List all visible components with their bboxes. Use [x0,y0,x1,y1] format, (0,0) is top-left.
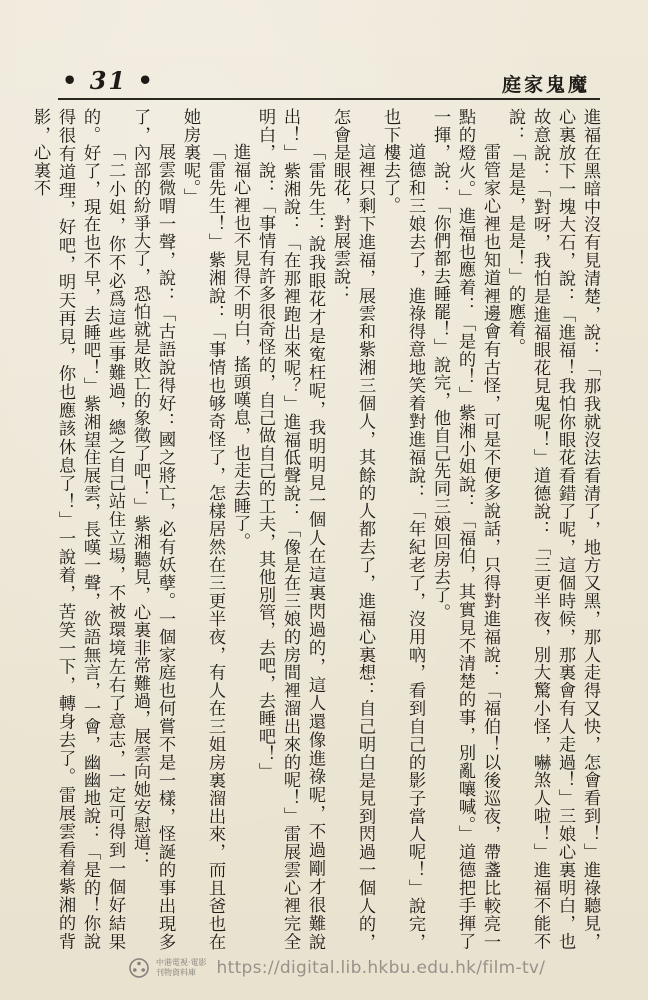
page-number-value: 31 [89,66,128,95]
film-reel-logo-icon [128,957,150,979]
watermark-organization [156,958,207,978]
vertical-text-body [30,108,602,950]
paragraph: 雷管家心裡也知道裡邊會有古怪，可是不便多說話，只得對進福說：「福伯！以後巡夜，帶盞比較亮一點的燈火。」進福也應着：「是的！」紫湘小姐說：「福伯，其實見不清楚的事，別亂嚷喊。」道德把手揮了一揮，說：「你們都去睡罷！」說完，他自己先同三娘回房去了。 [430,108,500,950]
page-number-dot-left: • [62,66,90,95]
running-title: 魔鬼家庭 [501,74,590,96]
paragraph: 進福在黑暗中沒有見清楚，說：「那我就沒法看清了，地方又黑，那人走得又快，怎會看到！」進祿聽見，心裏放下一塊大石，說：「進福！我怕你眼花看錯了呢，這個時候，那裏會有人走過！」三娘心裏明白，也故意說：「對呀，我怕是進福眼花見鬼呢！」道德說：「三更半夜，別大驚小怪，嚇煞人啦！」進福不能不說：「是是，是是！」的應着。 [505,108,600,950]
page-number [62,66,155,95]
paragraph: 展雲微喟一聲，說：「古語說得好：國之將亡，必有妖孽。一個家庭也何嘗不是一樣，怪誕的事出現多了，內部的紛爭大了，恐怕就是敗亡的象徵了吧！」紫湘聽見，心裏非常難過，展雲向她安慰道： [130,108,175,950]
watermark-org-line-2: 刊物資料庫 [156,968,196,977]
watermark-org-line-1: 中港電視·電影 [156,958,207,967]
paragraph: 進福心裡也不見得不明白，搖頭嘆息，也走去睡了。 [230,142,250,550]
watermark-url: https://digital.lib.hkbu.edu.hk/film-tv/ [216,958,546,978]
watermark [128,951,545,985]
paragraph: 「雷先生：說我眼花才是寃枉呢，我明明見一個人在這裏閃過的，這人還像進祿呢，不過剛才很難說出！」紫湘說：「在那裡跑出來呢？」進福低聲說：「像是在三娘的房間裡溜出來的呢！」雷展雲心裡完全明白，說：「事情有許多很奇怪的，自己做自己的工夫，其他別管，去吧，去睡吧！」 [255,108,325,950]
paragraph: 這裡只剩下進福，展雲和紫湘三個人，其餘的人都去了，進福心裏想：自己明白是見到閃過一個人的，怎會是眼花，對展雲說： [330,108,375,950]
paragraph: 道德和三娘去了，進祿得意地笑着對進福說：「年紀老了，沒用吶，看到自己的影子當人呢！」說完，也下樓去了。 [380,108,425,950]
page-number-dot-right: • [127,66,155,95]
paragraph: 「二小姐，你不必爲這些事難過，總之自己站住立場，不被環境左右了意志，一定可得到一個好結果的。好了，現在也不早，去睡吧！」紫湘望住展雲，長嘆一聲，欲語無言，一會，幽幽地說：「是的！你說得很有道理，好吧，明天再見，你也應該休息了！」一說着，苦笑一下，轉身去了。雷展雲看着紫湘的背影，心裏不 [30,108,125,950]
paragraph: 「雷先生！」紫湘說：「事情也够奇怪了，怎樣居然在三更半夜，有人在三姐房裏溜出來，而且爸也在她房裏呢。」 [180,108,225,950]
header-divider [58,98,600,100]
